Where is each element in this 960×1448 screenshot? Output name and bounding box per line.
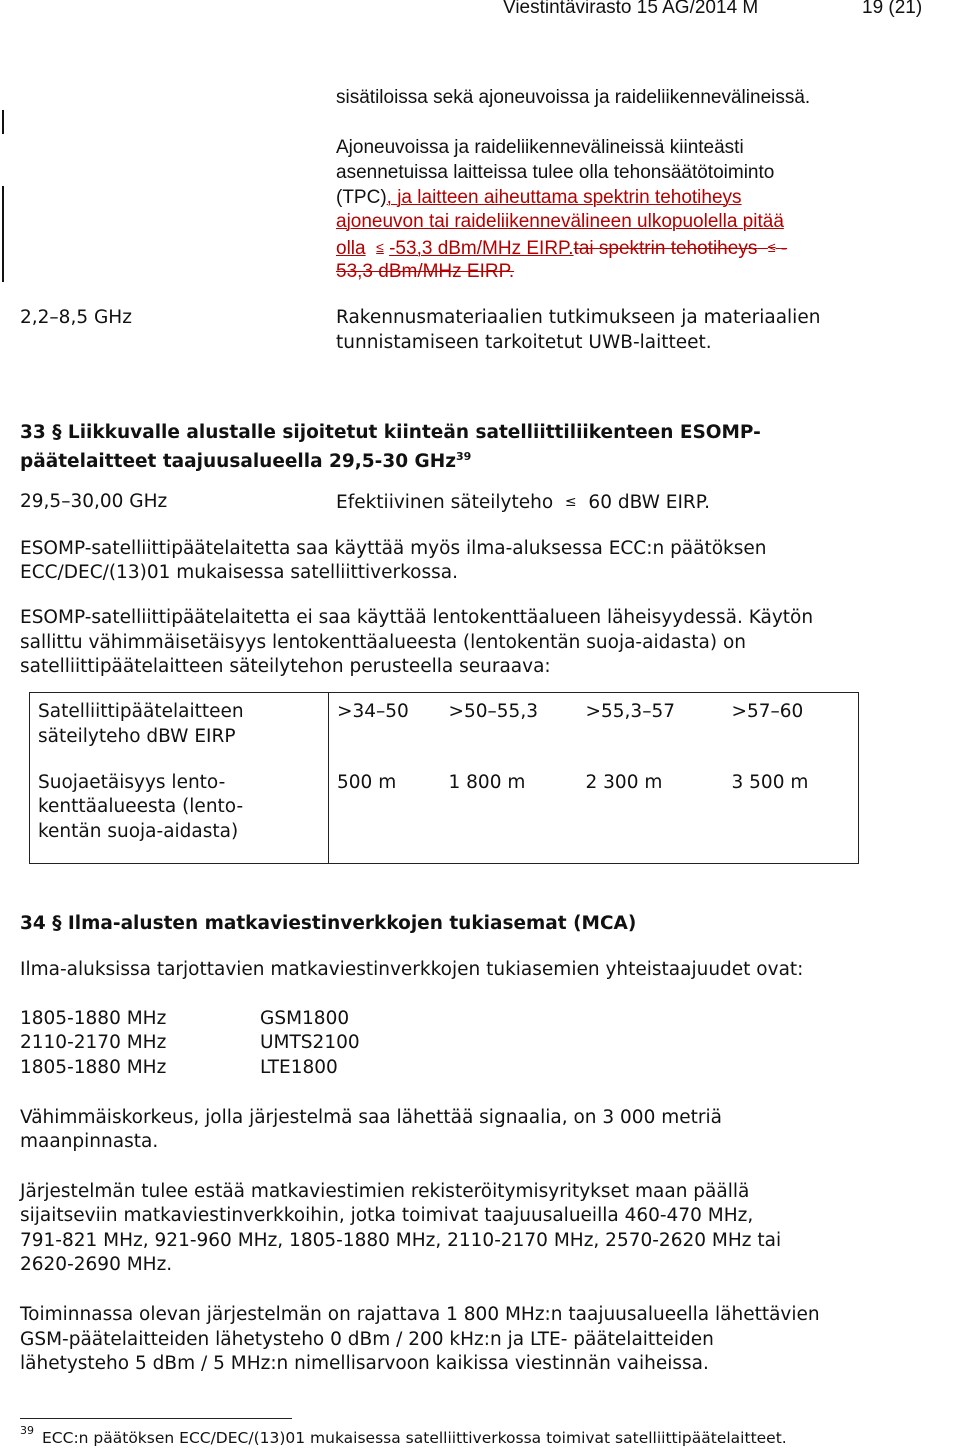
body-line: sisätiloissa sekä ajoneuvoissa ja raideliikennevälineissä. [336,87,811,108]
section-symbol: § [52,913,62,934]
body-line: Toiminnassa olevan järjestelmän on rajattava 1 800 MHz:n taajuusalueella lähettävien [20,1304,820,1325]
body-line: ECC/DEC/(13)01 mukaisessa satelliittiverkossa. [20,562,458,583]
body-line [336,235,787,262]
body-line: ESOMP-satelliittipäätelaitetta ei saa käyttää lentokenttäalueen läheisyydessä. Käytön [20,607,814,628]
esomp-frequency: 29,5–30,00 GHz [20,491,168,512]
header-page-number: 19 (21) [862,0,923,18]
footnote-ref[interactable]: 39 [455,450,472,463]
body-line: 791-821 MHz, 921-960 MHz, 1805-1880 MHz, 2110-2170 MHz, 2570-2620 MHz tai [20,1230,782,1251]
body-line: ESOMP-satelliittipäätelaitetta saa käyttää myös ilma-aluksessa ECC:n päätöksen [20,538,767,559]
change-bar [2,110,4,134]
body-line: maanpinnasta. [20,1131,159,1152]
table-cell: >34–50 [329,693,441,764]
section-symbol: § [52,422,62,443]
table-header-cell: Satelliittipäätelaitteen säteilyteho dBW EIRP [30,693,329,764]
table-cell: 3 500 m [724,764,859,864]
body-line: lähetysteho 5 dBm / 5 MHz:n nimellisarvoon kaikissa viestinnän vaiheissa. [20,1353,709,1374]
distance-table [29,692,859,864]
table-cell: 500 m [329,764,441,864]
body-line: Ajoneuvoissa ja raideliikennevälineissä kiinteästi [336,137,744,158]
body-line: Vähimmäiskorkeus, jolla järjestelmä saa lähettää signaalia, on 3 000 metriä [20,1107,722,1128]
tracked-deletion: - [780,238,788,259]
footnote-text: ECC:n päätöksen ECC/DEC/(13)01 mukaisessa satelliittiverkossa toimivat satelliittipäätelaitteet. [42,1429,787,1447]
body-text: (TPC) [336,187,387,208]
body-line: satelliittipäätelaitteen säteilytehon perusteella seuraava: [20,656,551,677]
section-33-heading: 33 § Liikkuvalle alustalle sijoitetut kiinteän satelliittiliikenteen ESOMP- [20,422,761,443]
header-title: Viestintävirasto 15 AG/2014 M [503,0,759,18]
tracked-insertion: ajoneuvon tai raideliikennevälineen ulkopuolella pitää [336,211,784,232]
table-cell: >55,3–57 [578,693,724,764]
less-equal-symbol: ≤ [564,494,577,510]
table-row [30,693,859,764]
tracked-insertion: -53,3 dBm/MHz EIRP. [389,238,574,259]
uwb-frequency: 2,2–8,5 GHz [20,307,132,328]
body-line [336,260,514,285]
table-cell: 1 800 m [441,764,578,864]
band-frequency: 1805-1880 MHz [20,1057,167,1078]
section-33-heading-line2: päätelaitteet taajuusalueella 29,5-30 GHz$^{39}$ [20,450,472,473]
footnote-number: 39 [20,1424,34,1437]
section-34-heading: 34 § Ilma-alusten matkaviestinverkkojen tukiasemat (MCA) [20,913,637,934]
change-bar [2,186,4,282]
body-line: sallittu vähimmäisetäisyys lentokenttäalueesta (lentokentän suoja-aidasta) on [20,632,747,653]
band-system: LTE1800 [260,1057,338,1078]
body-line: 2620-2690 MHz. [20,1254,173,1275]
body-line: Järjestelmän tulee estää matkaviestimien rekisteröitymisyritykset maan päällä [20,1181,750,1202]
body-line [336,210,784,235]
uwb-description: tunnistamiseen tarkoitetut UWB-laitteet. [336,332,712,353]
table-row [30,764,859,864]
band-system: UMTS2100 [260,1032,360,1053]
table-cell: 2 300 m [578,764,724,864]
tracked-insertion: olla [336,238,366,259]
body-line: GSM-päätelaitteiden lähetysteho 0 dBm / 200 kHz:n ja LTE- päätelaitteiden [20,1329,714,1350]
band-frequency: 2110-2170 MHz [20,1032,167,1053]
footnote-separator [20,1418,292,1419]
uwb-description: Rakennusmateriaalien tutkimukseen ja materiaalien [336,307,821,328]
table-header-cell: Suojaetäisyys lento- kenttäalueesta (lento- kentän suoja-aidasta) [30,764,329,864]
body-line: asennetuissa laitteissa tulee olla tehonsäätötoiminto [336,162,775,183]
table-cell: >57–60 [724,693,859,764]
band-system: GSM1800 [260,1008,350,1029]
tracked-deletion: tai spektrin tehotiheys [573,238,758,259]
band-frequency: 1805-1880 MHz [20,1008,167,1029]
body-line: Ilma-aluksissa tarjottavien matkaviestinverkkojen tukiasemien yhteistaajuudet ovat: [20,959,804,980]
body-line: sijaitseviin matkaviestinverkkoihin, jotka toimivat taajuusalueilla 460-470 MHz, [20,1205,754,1226]
less-equal-symbol: ≤ [376,239,384,255]
less-equal-symbol: ≤ [767,239,776,255]
body-line [336,186,742,211]
tracked-insertion: , ja laitteen aiheuttama spektrin tehotiheys [386,187,742,208]
esomp-power: Efektiivinen säteilyteho ≤ 60 dBW EIRP. [336,492,710,513]
table-cell: >50–55,3 [441,693,578,764]
tracked-deletion: 53,3 dBm/MHz EIRP. [336,261,515,282]
